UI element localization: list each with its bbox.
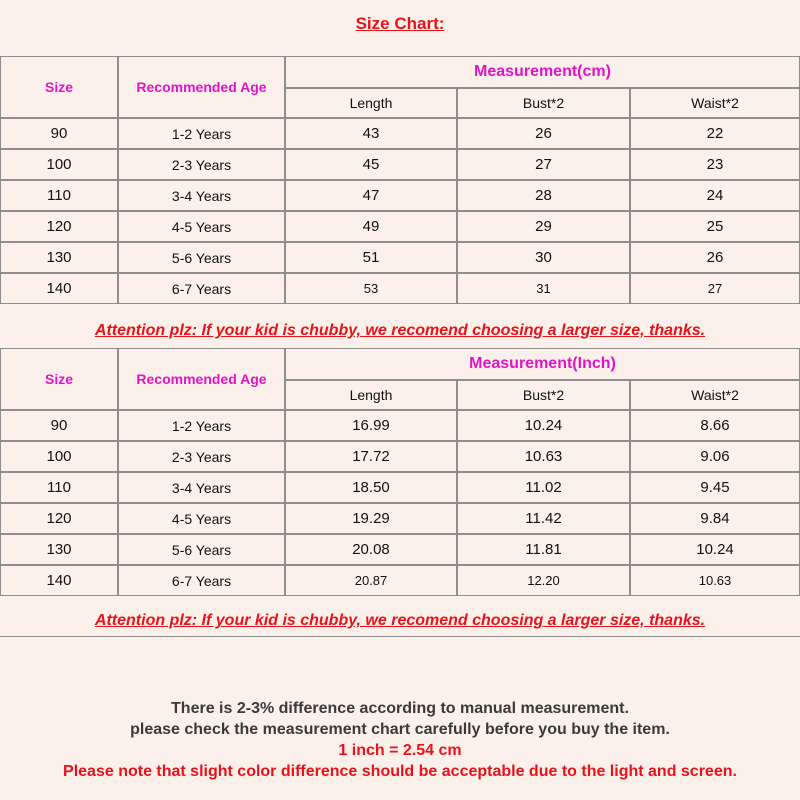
- waist-header: Waist*2: [630, 88, 800, 118]
- divider: [0, 636, 800, 637]
- note-inch-conversion: 1 inch = 2.54 cm: [338, 742, 462, 759]
- waist-cell: 9.45: [630, 472, 800, 503]
- age-cell: 1-2 Years: [118, 410, 285, 441]
- bust-cell: 10.24: [457, 410, 630, 441]
- size-cell: 110: [0, 180, 118, 211]
- size-cell: 140: [0, 565, 118, 596]
- age-cell: 4-5 Years: [118, 503, 285, 534]
- length-cell: 45: [285, 149, 457, 180]
- waist-cell: 24: [630, 180, 800, 211]
- table-row: [0, 441, 800, 472]
- length-cell: 18.50: [285, 472, 457, 503]
- measurement-header: Measurement(cm): [285, 56, 800, 88]
- waist-cell: 23: [630, 149, 800, 180]
- table-header-row: [0, 56, 800, 88]
- length-header: Length: [285, 88, 457, 118]
- size-header: Size: [0, 348, 118, 410]
- age-cell: 6-7 Years: [118, 565, 285, 596]
- size-cell: 130: [0, 534, 118, 565]
- table-row: [0, 472, 800, 503]
- bust-cell: 27: [457, 149, 630, 180]
- size-header: Size: [0, 56, 118, 118]
- bust-cell: 31: [457, 273, 630, 304]
- waist-cell: 10.24: [630, 534, 800, 565]
- size-cell: 90: [0, 410, 118, 441]
- age-cell: 6-7 Years: [118, 273, 285, 304]
- age-cell: 4-5 Years: [118, 211, 285, 242]
- age-cell: 2-3 Years: [118, 149, 285, 180]
- size-table-cm: [0, 56, 800, 304]
- age-cell: 1-2 Years: [118, 118, 285, 149]
- attention-note: Attention plz: If your kid is chubby, we recomend choosing a larger size, thanks.: [94, 612, 706, 629]
- size-cell: 90: [0, 118, 118, 149]
- table-row: [0, 273, 800, 304]
- waist-cell: 25: [630, 211, 800, 242]
- size-cell: 120: [0, 503, 118, 534]
- table-header-row: [0, 348, 800, 380]
- bust-cell: 28: [457, 180, 630, 211]
- age-cell: 3-4 Years: [118, 180, 285, 211]
- length-cell: 17.72: [285, 441, 457, 472]
- bust-cell: 11.42: [457, 503, 630, 534]
- bust-header: Bust*2: [457, 88, 630, 118]
- waist-cell: 27: [630, 273, 800, 304]
- table-row: [0, 118, 800, 149]
- age-header: Recommended Age: [118, 56, 285, 118]
- length-cell: 51: [285, 242, 457, 273]
- length-header: Length: [285, 380, 457, 410]
- age-cell: 5-6 Years: [118, 534, 285, 565]
- note-measurement-difference: There is 2-3% difference according to manual measurement.: [171, 700, 629, 717]
- length-cell: 19.29: [285, 503, 457, 534]
- note-color-difference: Please note that slight color difference should be acceptable due to the light and screen.: [63, 763, 737, 780]
- waist-cell: 9.06: [630, 441, 800, 472]
- table-row: [0, 149, 800, 180]
- table-row: [0, 410, 800, 441]
- table-row: [0, 180, 800, 211]
- table-row: [0, 211, 800, 242]
- table-row: [0, 242, 800, 273]
- table-row: [0, 565, 800, 596]
- table-row: [0, 503, 800, 534]
- waist-cell: 26: [630, 242, 800, 273]
- length-cell: 20.08: [285, 534, 457, 565]
- bust-cell: 29: [457, 211, 630, 242]
- size-cell: 110: [0, 472, 118, 503]
- notes-block: [0, 698, 800, 782]
- age-cell: 5-6 Years: [118, 242, 285, 273]
- bust-cell: 12.20: [457, 565, 630, 596]
- age-cell: 3-4 Years: [118, 472, 285, 503]
- bust-cell: 11.81: [457, 534, 630, 565]
- size-cell: 120: [0, 211, 118, 242]
- bust-cell: 30: [457, 242, 630, 273]
- waist-cell: 22: [630, 118, 800, 149]
- length-cell: 49: [285, 211, 457, 242]
- size-cell: 130: [0, 242, 118, 273]
- bust-cell: 26: [457, 118, 630, 149]
- size-cell: 100: [0, 149, 118, 180]
- waist-cell: 8.66: [630, 410, 800, 441]
- bust-header: Bust*2: [457, 380, 630, 410]
- note-check-chart: please check the measurement chart carefully before you buy the item.: [130, 721, 670, 738]
- size-cell: 140: [0, 273, 118, 304]
- length-cell: 53: [285, 273, 457, 304]
- age-cell: 2-3 Years: [118, 441, 285, 472]
- length-cell: 20.87: [285, 565, 457, 596]
- waist-cell: 9.84: [630, 503, 800, 534]
- size-cell: 100: [0, 441, 118, 472]
- size-table-inch: [0, 348, 800, 596]
- bust-cell: 10.63: [457, 441, 630, 472]
- length-cell: 43: [285, 118, 457, 149]
- age-header: Recommended Age: [118, 348, 285, 410]
- bust-cell: 11.02: [457, 472, 630, 503]
- attention-note: Attention plz: If your kid is chubby, we recomend choosing a larger size, thanks.: [94, 322, 706, 339]
- table-row: [0, 534, 800, 565]
- length-cell: 16.99: [285, 410, 457, 441]
- measurement-header: Measurement(Inch): [285, 348, 800, 380]
- waist-cell: 10.63: [630, 565, 800, 596]
- page-title: Size Chart:: [355, 14, 445, 33]
- length-cell: 47: [285, 180, 457, 211]
- waist-header: Waist*2: [630, 380, 800, 410]
